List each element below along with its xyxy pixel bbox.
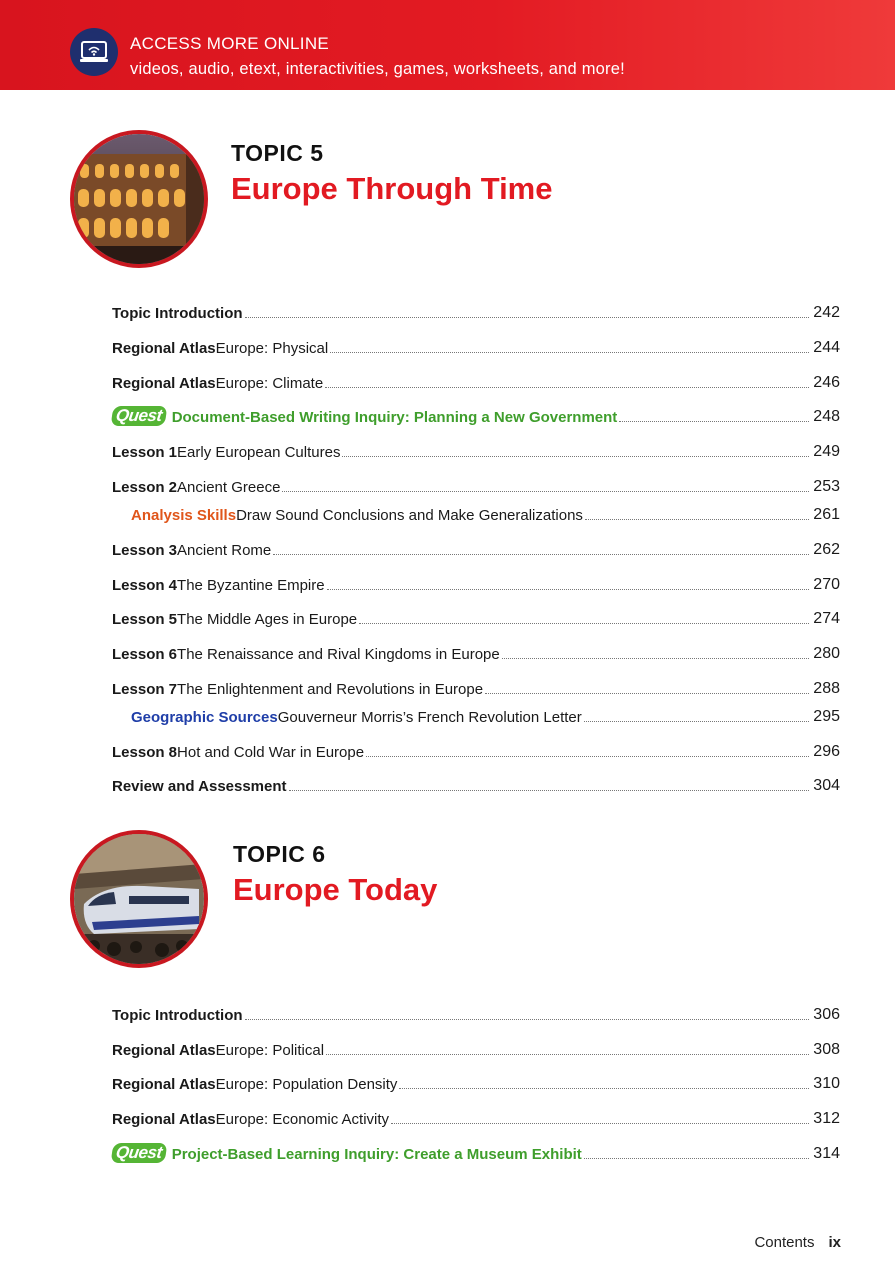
banner-heading: ACCESS MORE ONLINE — [130, 34, 330, 53]
toc-entry[interactable]: Lesson 3 Ancient Rome 262 — [112, 541, 840, 559]
topic-5-number: TOPIC 5 — [231, 140, 324, 166]
toc-entry-quest[interactable]: Quest Document-Based Writing Inquiry: Planning a New Government 248 — [112, 404, 840, 426]
topic-6-title: Europe Today — [233, 872, 438, 907]
page-footer — [754, 1234, 841, 1251]
colosseum-photo — [70, 130, 208, 268]
toc-entry[interactable]: Regional Atlas Europe: Climate 246 — [112, 374, 840, 392]
toc-entry[interactable]: Review and Assessment 304 — [112, 777, 840, 795]
access-online-banner[interactable] — [0, 0, 895, 90]
toc-subentry[interactable]: Analysis Skills Draw Sound Conclusions and Make Generalizations 261 — [131, 506, 840, 524]
toc-entry[interactable]: Lesson 6 The Renaissance and Rival Kingdoms in Europe 280 — [112, 645, 840, 663]
topic-5-title: Europe Through Time — [231, 171, 553, 206]
toc-entry[interactable]: Lesson 5 The Middle Ages in Europe 274 — [112, 610, 840, 628]
toc-entry[interactable]: Topic Introduction 242 — [112, 304, 840, 322]
topic-6-number: TOPIC 6 — [233, 841, 326, 867]
page-number: ix — [828, 1234, 841, 1251]
toc-entry[interactable]: Lesson 8 Hot and Cold War in Europe 296 — [112, 743, 840, 761]
quest-logo: Quest — [111, 1143, 167, 1163]
toc-entry[interactable]: Lesson 2 Ancient Greece 253 — [112, 478, 840, 496]
toc-entry[interactable]: Lesson 1 Early European Cultures 249 — [112, 443, 840, 461]
toc-entry[interactable]: Regional Atlas Europe: Economic Activity 312 — [112, 1110, 840, 1128]
toc-entry[interactable]: Topic Introduction 306 — [112, 1006, 840, 1024]
toc-entry[interactable]: Lesson 7 The Enlightenment and Revolutions in Europe 288 — [112, 680, 840, 698]
toc-entry[interactable]: Regional Atlas Europe: Population Density 310 — [112, 1075, 840, 1093]
toc-entry-quest[interactable]: Quest Project-Based Learning Inquiry: Create a Museum Exhibit 314 — [112, 1141, 840, 1163]
train-photo — [70, 830, 208, 968]
toc-entry[interactable]: Regional Atlas Europe: Political 308 — [112, 1041, 840, 1059]
quest-logo: Quest — [111, 406, 167, 426]
toc-entry[interactable]: Regional Atlas Europe: Physical 244 — [112, 339, 840, 357]
toc-subentry[interactable]: Geographic Sources Gouverneur Morris’s French Revolution Letter 295 — [131, 708, 840, 726]
banner-subheading: videos, audio, etext, interactivities, games, worksheets, and more! — [130, 60, 625, 78]
footer-label: Contents — [754, 1234, 815, 1251]
monitor-icon — [70, 28, 118, 76]
toc-entry[interactable]: Lesson 4 The Byzantine Empire 270 — [112, 576, 840, 594]
